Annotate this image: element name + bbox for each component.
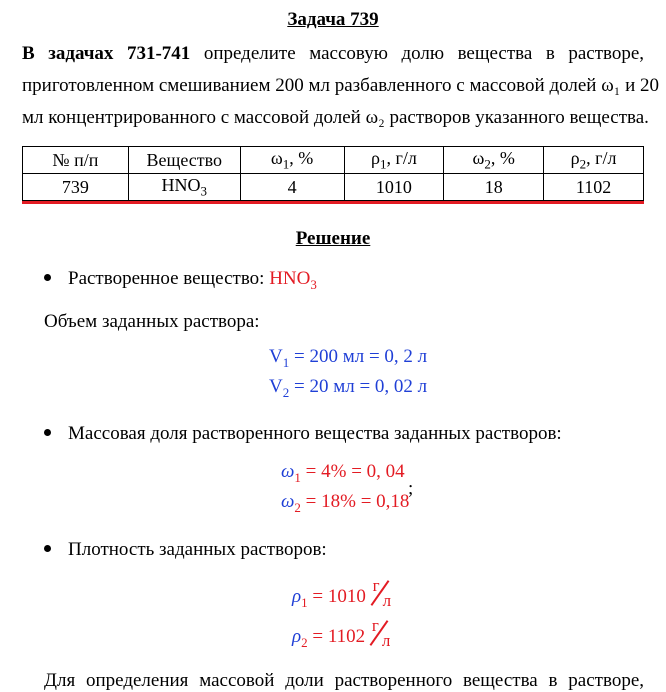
cell-w2: 18 [444, 174, 544, 201]
header-num: № п/п [23, 147, 129, 174]
bullet-mass-fraction: Массовая доля растворенного вещества заданных растворов: [44, 423, 562, 445]
task-title: Задача 739 [287, 9, 379, 30]
red-divider [22, 201, 644, 204]
volumes-label: Объем заданных раствора: [44, 311, 260, 332]
solution-title: Решение [295, 228, 371, 249]
bullet-dissolved-substance: Растворенное вещество: $HNO_3$ [44, 268, 317, 293]
header-w2: $\omega_2$, % [444, 147, 544, 174]
continuation-text: Для определения массовой доли растворенного вещества в растворе, [44, 670, 644, 691]
intro-line-3: мл концентрированного с массовой долей ω₂ растворов указанного вещества. [22, 107, 649, 128]
equation-v1: $V_1 = 200$ мл = 0, 2 л [269, 346, 428, 370]
cell-w1: 4 [240, 174, 344, 201]
header-w1: $\omega_1$, % [240, 147, 344, 174]
bullet-icon [44, 274, 51, 281]
header-p1: $\rho_1$, г/л [344, 147, 444, 174]
task-data-table [22, 146, 644, 201]
table-row [23, 174, 644, 201]
equation-p2: $\rho_2 = 1102$ г л [292, 622, 396, 651]
equation-p1: $\rho_1 = 1010$ г л [292, 582, 397, 611]
equation-w1: $\omega_1 = 4\% = 0$, 04 [281, 461, 405, 485]
cell-p1: 1010 [344, 174, 444, 201]
unit-g-per-l: г л [371, 582, 397, 610]
cell-p2: 1102 [544, 174, 644, 201]
equation-v2: $V_2 = 20$ мл = 0, 02 л [269, 376, 428, 400]
table-header-row [23, 147, 644, 174]
intro-line-1 [22, 38, 644, 70]
header-substance: Вещество [128, 147, 240, 174]
bullet-icon [44, 545, 51, 552]
equation-w2: $\omega_2 = 18\% = 0,18$ [281, 491, 410, 515]
cell-substance: $HNO_3$ [128, 174, 240, 201]
unit-g-per-l: г л [370, 622, 396, 650]
semicolon: ; [408, 478, 414, 499]
intro-line-2: приготовленном смешиванием 200 мл разбавленного с массовой долей ω₁ и 20 [22, 75, 659, 96]
bullet-density: Плотность заданных растворов: [44, 539, 327, 561]
task-description [22, 38, 659, 134]
header-p2: $\rho_2$, г/л [544, 147, 644, 174]
cell-num: 739 [23, 174, 129, 201]
substance-formula: $HNO_3$ [269, 268, 317, 292]
task-range: В задачах 731-741 [22, 43, 191, 64]
bullet-icon [44, 429, 51, 436]
intro-line-1-text: определите массовую долю вещества в растворе, [203, 43, 645, 64]
